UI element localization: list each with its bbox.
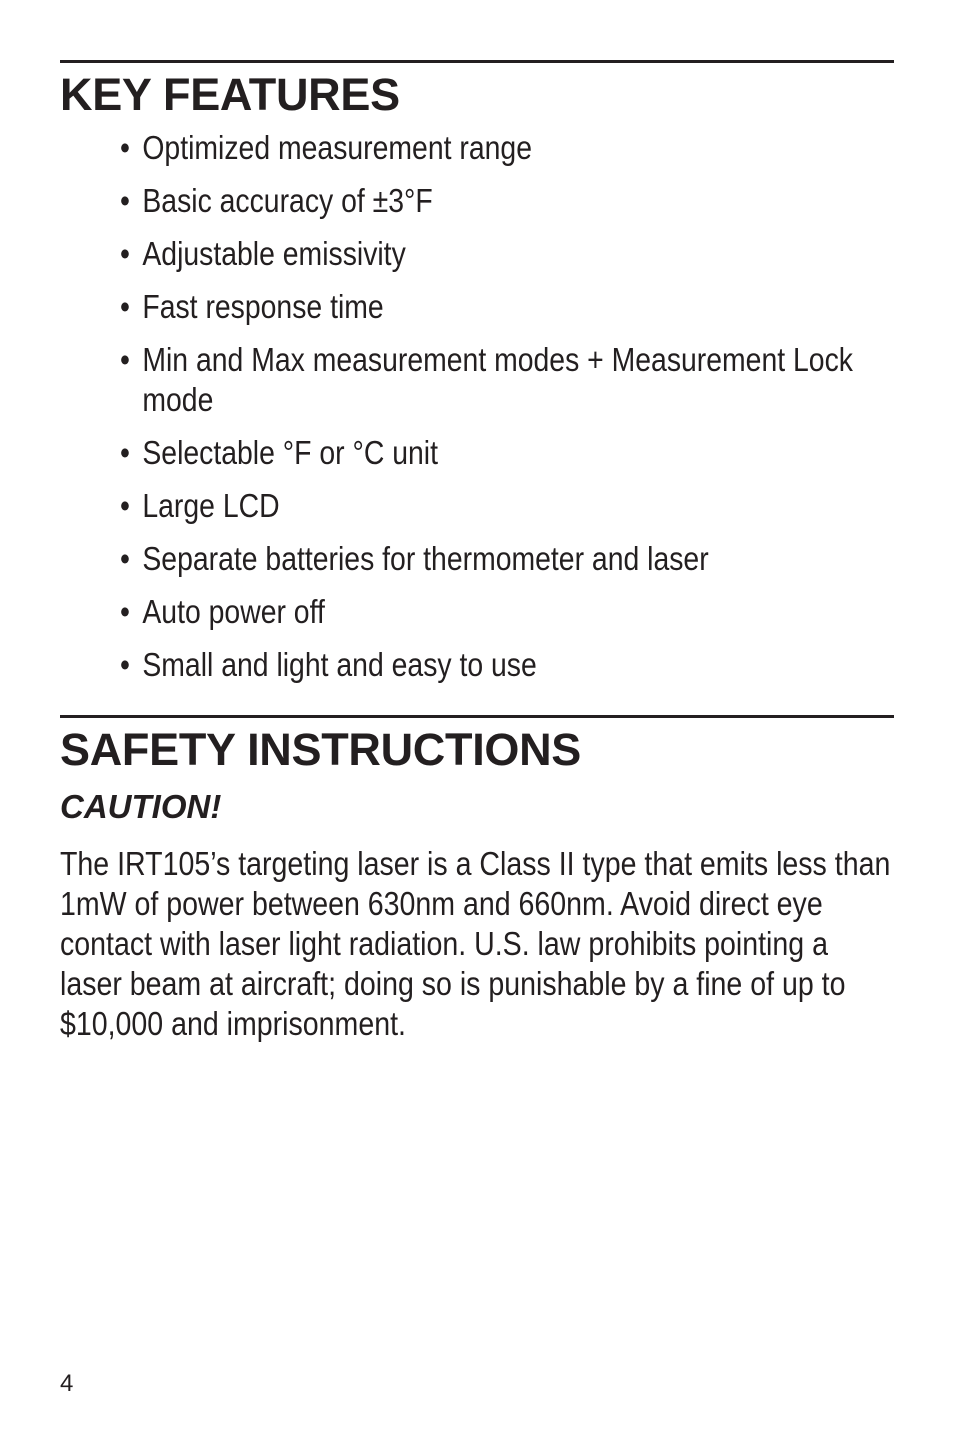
bullet-icon: • [120,182,130,219]
feature-item [120,645,791,685]
feature-text: Auto power off [142,593,325,630]
feature-text: Small and light and easy to use [142,646,537,683]
feature-item [120,128,791,168]
feature-item [120,539,791,579]
feature-text: Selectable °F or °C unit [142,434,438,471]
feature-item [120,592,791,632]
feature-item [120,181,791,221]
feature-item [120,486,791,526]
feature-text: Min and Max measurement modes + Measurement Lock mode [142,341,853,418]
key-features-list [120,128,900,698]
key-features-heading: KEY FEATURES [60,69,400,120]
bullet-icon: • [120,434,130,471]
safety-instructions-heading: SAFETY INSTRUCTIONS [60,724,582,775]
bullet-icon: • [120,487,130,524]
bullet-icon: • [120,129,130,166]
bullet-icon: • [120,288,130,325]
feature-text: Basic accuracy of ±3°F [142,182,433,219]
caution-label: CAUTION! [60,788,222,825]
feature-text: Separate batteries for thermometer and laser [142,540,709,577]
feature-text: Adjustable emissivity [142,235,406,272]
feature-item [120,433,791,473]
feature-item [120,234,791,274]
feature-item [120,287,791,327]
bullet-icon: • [120,593,130,630]
feature-text: Optimized measurement range [142,129,532,166]
bullet-icon: • [120,540,130,577]
safety-body-text: The IRT105’s targeting laser is a Class II type that emits less than 1mW of power between 630nm and 660nm. Avoid direct eye contact with laser light radiation. U.S. law prohibits pointing a laser beam at aircraft; doing so is punishable by a fine of up to $10,000 and imprisonment. [60,845,891,1042]
feature-item [120,340,899,420]
feature-text: Fast response time [142,288,384,325]
feature-text: Large LCD [142,487,280,524]
page-number: 4 [60,1370,74,1397]
section-divider-safety [60,715,894,718]
section-divider-top [60,60,894,63]
bullet-icon: • [120,235,130,272]
bullet-icon: • [120,341,130,378]
bullet-icon: • [120,646,130,683]
